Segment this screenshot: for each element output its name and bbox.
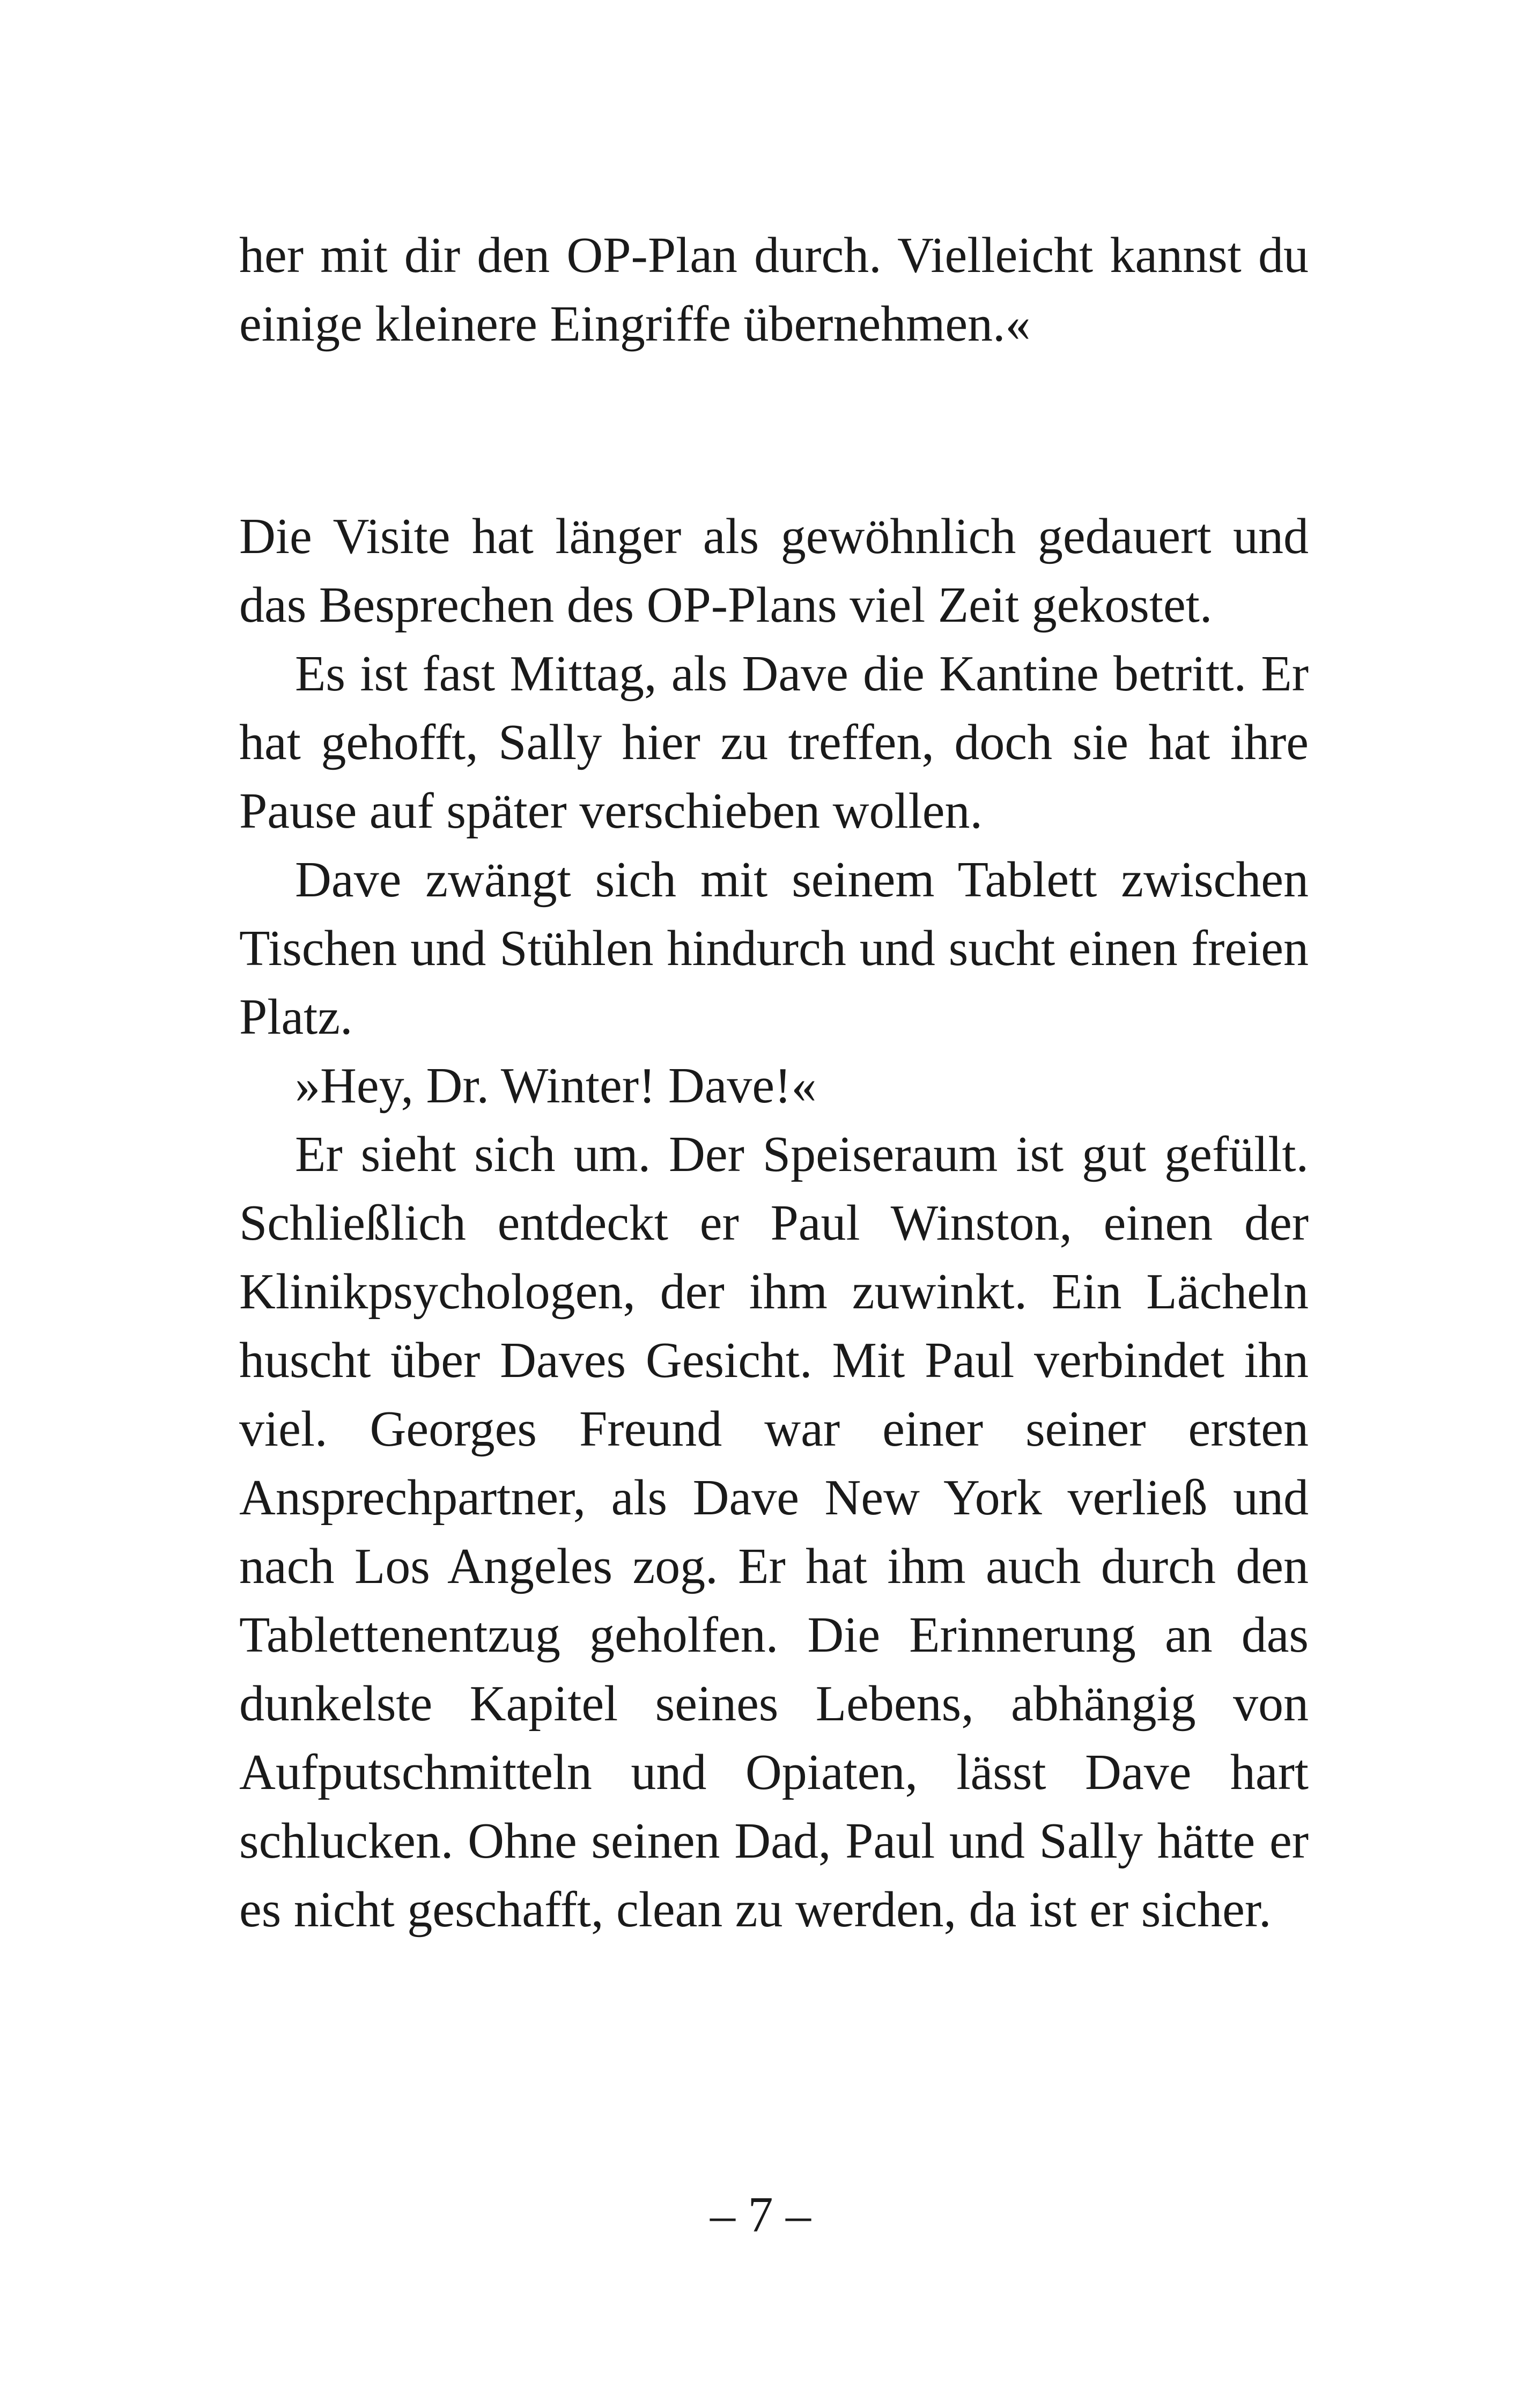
paragraph: her mit dir den OP-Plan durch. Vielleicht kannst du einige kleinere Eingriffe übernehmen.« xyxy=(239,227,1309,352)
page-number: – 7 – xyxy=(710,2187,811,2243)
paragraph: Dave zwängt sich mit seinem Tablett zwischen Tischen und Stühlen hindurch und sucht einen freien Platz. xyxy=(239,852,1309,1045)
text-section-continued xyxy=(239,221,1309,358)
paragraph: Er sieht sich um. Der Speiseraum ist gut gefüllt. Schließlich entdeckt er Paul Winston, einen der Klinikpsychologen, der ihm zuwinkt. Ein Lächeln huscht über Daves Gesicht. Mit Paul verbindet ihn viel. Georges Freund war einer seiner ersten Ansprechpartner, als Dave New York verließ und nach Los Angeles zog. Er hat ihm auch durch den Tablettenentzug geholfen. Die Erinnerung an das dunkelste Kapitel seines Lebens, abhängig von Aufputschmitteln und Opiaten, lässt Dave hart schlucken. Ohne seinen Dad, Paul und Sally hätte er es nicht geschafft, clean zu werden, da ist er sicher. xyxy=(239,1126,1309,1938)
paragraph: »Hey, Dr. Winter! Dave!« xyxy=(295,1058,817,1114)
paragraph: Es ist fast Mittag, als Dave die Kantine betritt. Er hat gehofft, Sally hier zu treffen, doch sie hat ihre Pause auf später verschieben wollen. xyxy=(239,646,1309,839)
paragraph: Die Visite hat länger als gewöhnlich gedauert und das Besprechen des OP-Plans viel Zeit gekostet. xyxy=(239,509,1309,633)
text-section-scene xyxy=(239,502,1309,1944)
